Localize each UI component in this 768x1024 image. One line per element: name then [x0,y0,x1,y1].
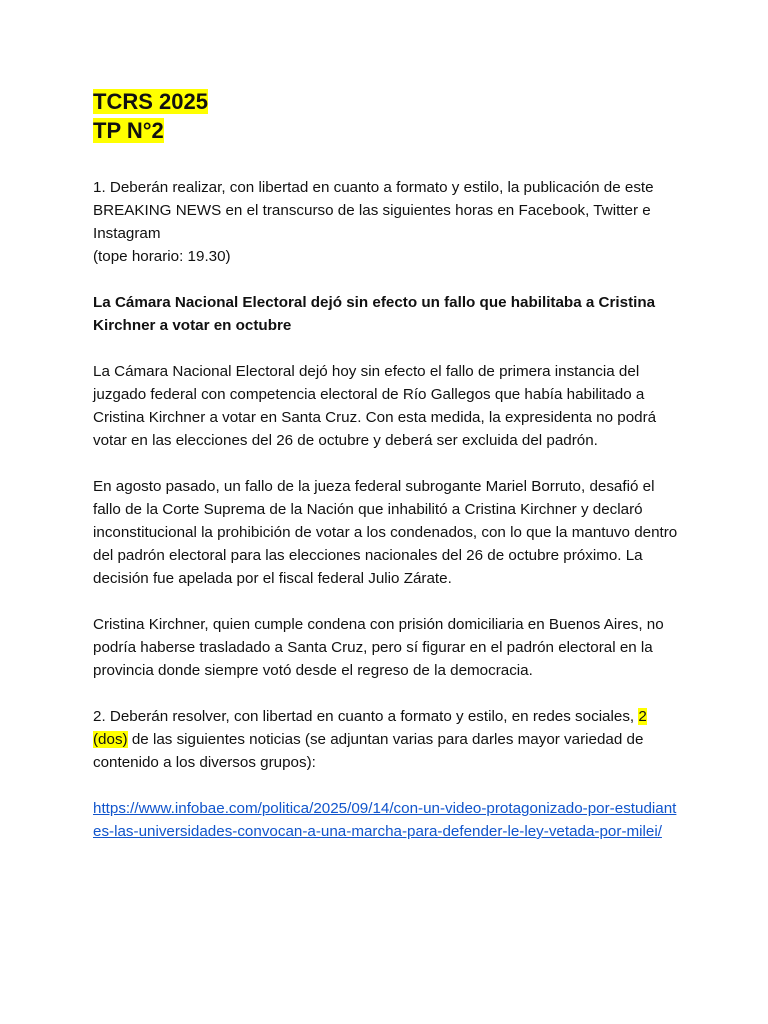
deadline-text: (tope horario: 19.30) [93,248,231,265]
news-link[interactable]: https://www.infobae.com/politica/2025/09/14/con-un-video-protagonizado-por-estudiantes-las-universidades-convocan-a-una-marcha-para-defender-le-ley-vetada-por-milei/ [93,800,677,840]
title-line-2: TP N°2 [93,118,164,143]
instruction-1-text: 1. Deberán realizar, con libertad en cuanto a formato y estilo, la publicación de este BREAKING NEWS en el transcurso de las siguientes horas en Facebook, Twitter e Instagram [93,179,654,242]
instruction-2-highlight: 2 (dos) [93,708,647,748]
title-line-1: TCRS 2025 [93,89,208,114]
article-paragraph-1: La Cámara Nacional Electoral dejó hoy sin efecto el fallo de primera instancia del juzgado federal con competencia electoral de Río Gallegos que había habilitado a Cristina Kirchner a votar en Santa Cruz. Con esta medida, la expresidenta no podrá votar en las elecciones del 26 de octubre y deberá ser excluida del padrón. [93,363,657,449]
article-paragraph-2: En agosto pasado, un fallo de la jueza federal subrogante Mariel Borruto, desafió el fallo de la Corte Suprema de la Nación que inhabilitó a Cristina Kirchner y declaró inconstitucional la prohibición de votar a los condenados, con lo que la mantuvo dentro del padrón electoral para las elecciones nacionales del 26 de octubre próximo. La decisión fue apelada por el fiscal federal Julio Zárate. [93,478,678,587]
article-paragraph-3: Cristina Kirchner, quien cumple condena con prisión domiciliaria en Buenos Aires, no podría haberse trasladado a Santa Cruz, pero sí figurar en el padrón electoral en la provincia donde siempre votó desde el regreso de la democracia. [93,616,664,679]
document-title [93,87,678,145]
document-page [93,87,678,843]
instruction-2 [93,705,678,774]
instruction-2-before: 2. Deberán resolver, con libertad en cuanto a formato y estilo, en redes sociales, [93,708,639,725]
instruction-1 [93,176,678,268]
instruction-2-after: de las siguientes noticias (se adjuntan varias para darles mayor variedad de contenido a los diversos grupos): [93,731,644,771]
article-headline: La Cámara Nacional Electoral dejó sin efecto un fallo que habilitaba a Cristina Kirchner a votar en octubre [93,294,656,334]
news-link-paragraph [93,797,678,843]
